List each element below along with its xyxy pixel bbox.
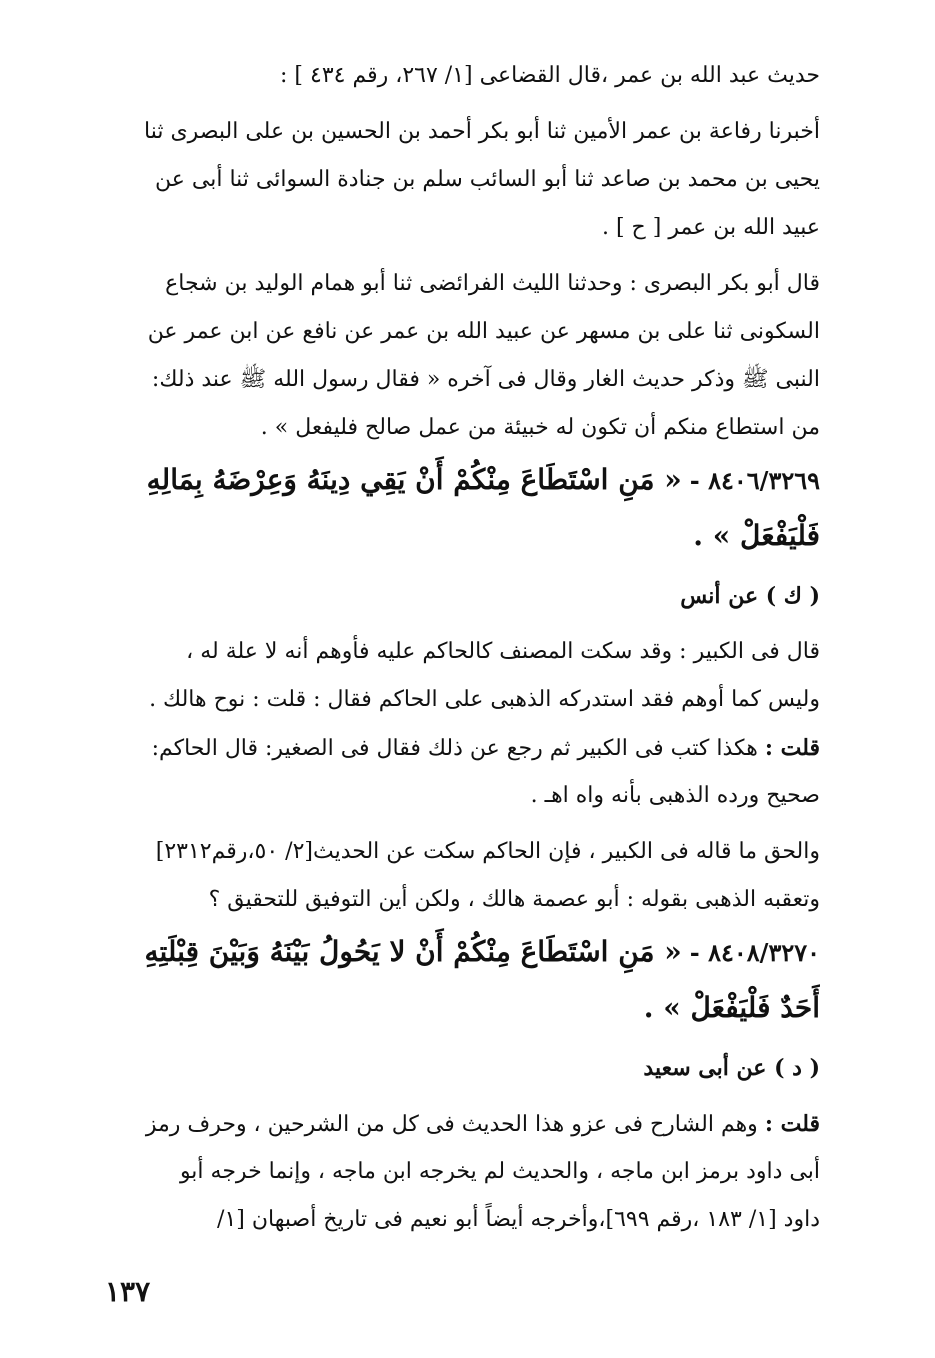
text-column	[105, 52, 820, 1244]
hadith-2-line-1	[105, 924, 820, 980]
text-line: داود [١/ ١٨٣ ،رقم ٦٩٩]،وأخرجه أيضاً أبو نعيم فى تاريخ أصبهان [١/	[217, 1207, 820, 1232]
qult-label: قلت :	[764, 1111, 820, 1137]
text-line: يحيى بن محمد بن صاعد ثنا أبو السائب سلم بن جنادة السوائى ثنا أبى عن	[155, 167, 820, 192]
text-line: وتعقبه الذهبى بقوله : أبو عصمة هالك ، ولكن أين التوفيق للتحقيق ؟	[208, 887, 820, 912]
hadith-1-number: ٨٤٠٦/٣٢٦٩ -	[689, 466, 820, 495]
qult-text: وهم الشارح فى عزو هذا الحديث فى كل من الشرحين ، وحرف رمز	[145, 1112, 758, 1137]
text-line: قال فى الكبير : وقد سكت المصنف كالحاكم عليه فأوهم أنه لا علة له ،	[186, 639, 820, 664]
hadith-2-text-a: « مَنِ اسْتَطَاعَ مِنْكُمْ أَنْ لا يَحُولُ بَيْنَهُ وَبَيْنَ قِبْلَتِهِ	[144, 935, 682, 968]
text-line: السكونى ثنا على بن مسهر عن عبيد الله بن عمر عن نافع عن ابن عمر عن	[147, 319, 820, 344]
text-line: أخبرنا رفاعة بن عمر الأمين ثنا أبو بكر أحمد بن الحسين بن على البصرى ثنا	[144, 119, 820, 144]
text-line: قال أبو بكر البصرى : وحدثنا الليث الفرائضى ثنا أبو همام الوليد بن شجاع	[165, 271, 820, 296]
qult-label: قلت :	[764, 735, 820, 761]
text-line: والحق ما قاله فى الكبير ، فإن الحاكم سكت عن الحديث[٢/ ٥٠،رقم٢٣١٢]	[155, 839, 820, 864]
hadith-1-text-a: « مَنِ اسْتَطَاعَ مِنْكُمْ أَنْ يَقِي دِينَهُ وَعِرْضَهُ بِمَالِهِ	[146, 463, 682, 496]
qult-text: هكذا كتب فى الكبير ثم رجع عن ذلك فقال فى الصغير: قال الحاكم:	[151, 736, 758, 761]
text-line: من استطاع منكم أن تكون له خبيئة من عمل صالح فليفعل » .	[260, 415, 820, 440]
text-line: حديث عبد الله بن عمر ،قال القضاعى [١/ ٢٦٧، رقم ٤٣٤ ] :	[280, 63, 820, 88]
hadith-2-number: ٨٤٠٨/٣٢٧٠ -	[689, 938, 820, 967]
source-line-2: ( د ) عن أبى سعيد	[643, 1055, 820, 1081]
hadith-1-line-2: فَلْيَفْعَلْ » .	[693, 519, 820, 552]
text-line: صحيح ورده الذهبى بأنه واه اهـ .	[530, 783, 820, 808]
text-line: أبى داود برمز ابن ماجه ، والحديث لم يخرجه ابن ماجه ، وإنما خرجه أبو	[179, 1159, 820, 1184]
text-line: عبيد الله بن عمر [ ح ] .	[601, 215, 820, 240]
qult-line-1	[105, 724, 820, 772]
text-line: وليس كما أوهم فقد استدركه الذهبى على الحاكم فقال : قلت : نوح هالك .	[149, 687, 820, 712]
qult-line-2	[105, 1100, 820, 1148]
hadith-1-line-1	[105, 452, 820, 508]
text-line: النبى ﷺ وذكر حديث الغار وقال فى آخره « فقال رسول الله ﷺ عند ذلك:	[151, 367, 820, 392]
page-number: ١٣٧	[105, 1275, 151, 1308]
hadith-2-line-2: أَحَدٌ فَلْيَفْعَلْ » .	[643, 991, 820, 1024]
source-line-1: ( ك ) عن أنس	[680, 583, 820, 609]
